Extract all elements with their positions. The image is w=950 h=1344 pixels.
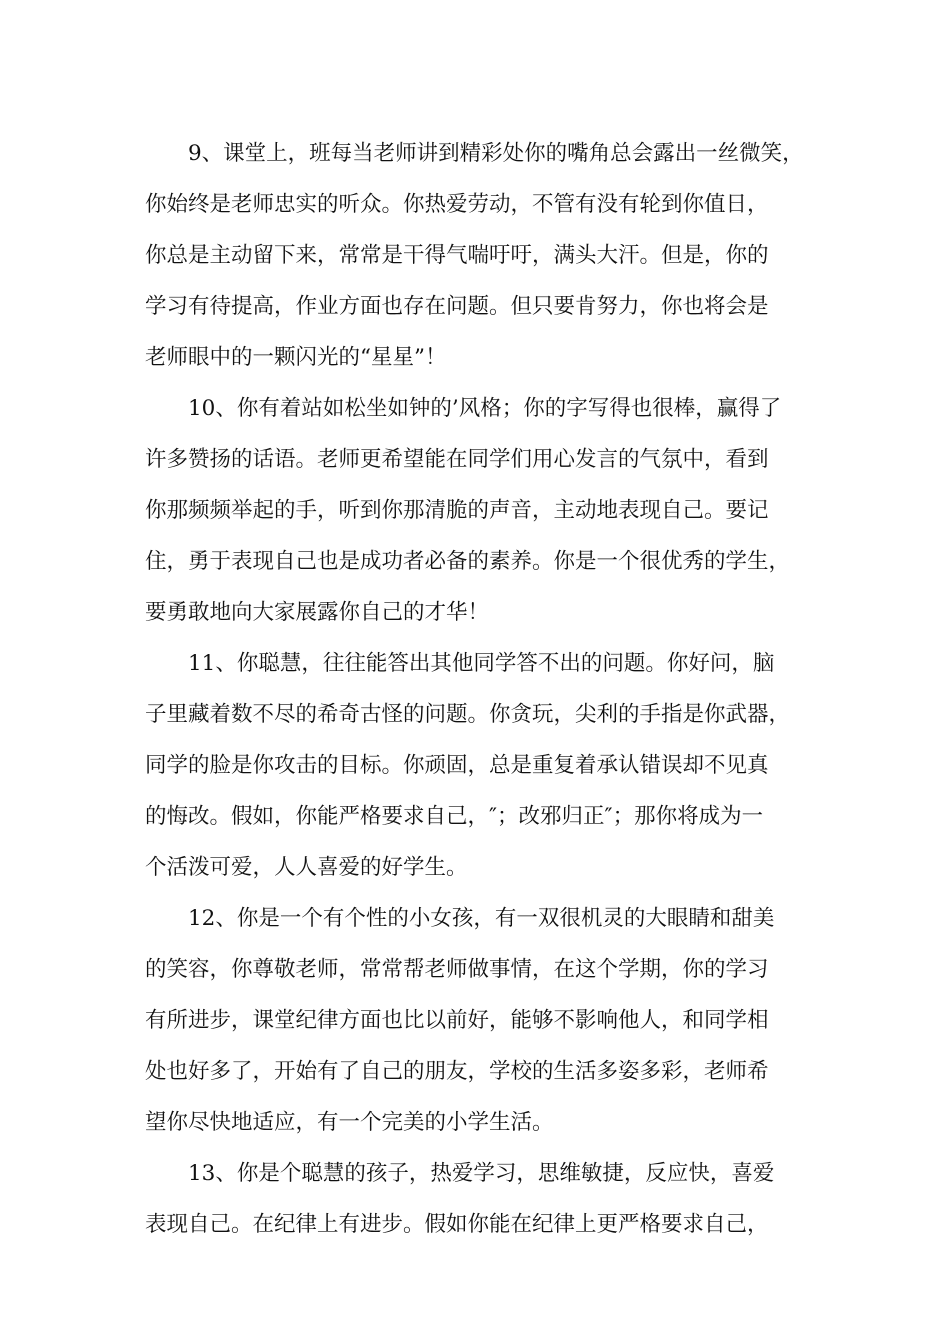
text-line: 学习有待提高，作业方面也存在问题。但只要肯努力，你也将会是: [145, 294, 769, 319]
paragraph-comment-10: [145, 383, 825, 638]
text-line: 你始终是老师忠实的听众。你热爱劳动，不管有没有轮到你值日，: [145, 192, 769, 217]
text-line: 许多赞扬的话语。老师更希望能在同学们用心发言的气氛中，看到: [145, 447, 769, 472]
text-line: 有所进步，课堂纪律方面也比以前好，能够不影响他人，和同学相: [145, 1008, 769, 1033]
paragraph-comment-13: [145, 1148, 825, 1250]
text-line: 13、你是个聪慧的孩子，热爱学习，思维敏捷，反应快，喜爱: [188, 1161, 775, 1186]
text-line: 住，勇于表现自己也是成功者必备的素养。你是一个很优秀的学生，: [145, 549, 791, 574]
text-line: 表现自己。在纪律上有进步。假如你能在纪律上更严格要求自己，: [145, 1212, 769, 1237]
text-line: 12、你是一个有个性的小女孩，有一双很机灵的大眼睛和甜美: [188, 906, 775, 931]
text-line: 的悔改。假如，你能严格要求自己，″；改邪归正″；那你将成为一: [145, 804, 764, 829]
text-line: 11、你聪慧，往往能答出其他同学答不出的问题。你好问，脑: [188, 651, 775, 676]
text-line: 处也好多了，开始有了自己的朋友，学校的生活多姿多彩，老师希: [145, 1059, 769, 1084]
paragraph-comment-9: [145, 128, 825, 383]
text-line: 老师眼中的一颗闪光的“星星”！: [145, 345, 447, 370]
text-line: 的笑容，你尊敬老师，常常帮老师做事情，在这个学期，你的学习: [145, 957, 769, 982]
paragraph-comment-11: [145, 638, 825, 893]
text-line: 你总是主动留下来，常常是干得气喘吁吁，满头大汗。但是，你的: [145, 243, 769, 268]
text-line: 同学的脸是你攻击的目标。你顽固，总是重复着承认错误却不见真: [145, 753, 769, 778]
paragraph-comment-12: [145, 893, 825, 1148]
text-line: 10、你有着站如松坐如钟的’风格；你的字写得也很棒，赢得了: [188, 396, 782, 421]
text-line: 你那频频举起的手，听到你那清脆的声音，主动地表现自己。要记: [145, 498, 769, 523]
text-line: 9、课堂上，班每当老师讲到精彩处你的嘴角总会露出一丝微笑，: [188, 141, 804, 166]
text-line: 望你尽快地适应，有一个完美的小学生活。: [145, 1110, 554, 1135]
document-body: [145, 128, 825, 1250]
text-line: 子里藏着数不尽的希奇古怪的问题。你贪玩，尖利的手指是你武器，: [145, 702, 791, 727]
text-line: 要勇敢地向大家展露你自己的才华！: [145, 600, 490, 625]
text-line: 个活泼可爱，人人喜爱的好学生。: [145, 855, 468, 880]
